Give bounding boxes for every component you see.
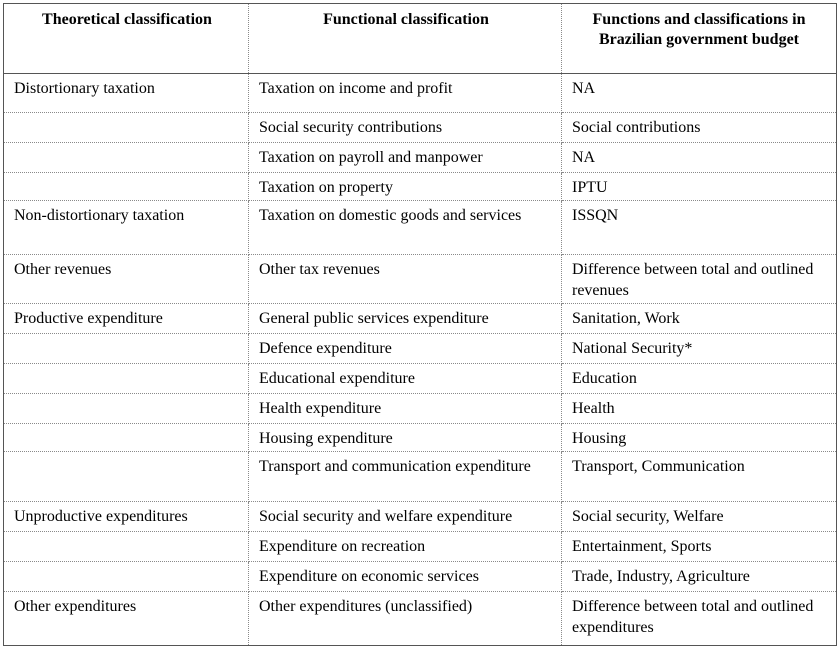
cell-functional: Other tax revenues — [249, 255, 562, 304]
cell-brazil: Transport, Communication — [562, 452, 837, 502]
cell-brazil: Social security, Welfare — [562, 502, 837, 532]
cell-functional: Defence expenditure — [249, 334, 562, 364]
table-row — [4, 143, 837, 173]
cell-brazil: NA — [562, 143, 837, 173]
cell-brazil: IPTU — [562, 173, 837, 201]
cell-theoretical — [4, 532, 249, 562]
table-row — [4, 394, 837, 424]
cell-functional: General public services expenditure — [249, 304, 562, 334]
cell-functional: Other expenditures (unclassified) — [249, 592, 562, 646]
cell-theoretical — [4, 364, 249, 394]
cell-theoretical — [4, 173, 249, 201]
cell-theoretical: Other revenues — [4, 255, 249, 304]
cell-theoretical: Unproductive expenditures — [4, 502, 249, 532]
cell-functional: Social security contributions — [249, 113, 562, 143]
table-row — [4, 201, 837, 255]
table-row — [4, 532, 837, 562]
cell-brazil: Social contributions — [562, 113, 837, 143]
table-body — [4, 74, 837, 646]
cell-brazil: Entertainment, Sports — [562, 532, 837, 562]
cell-functional: Taxation on domestic goods and services — [249, 201, 562, 255]
cell-brazil: Sanitation, Work — [562, 304, 837, 334]
table-row — [4, 424, 837, 452]
cell-brazil: NA — [562, 74, 837, 113]
cell-brazil: Health — [562, 394, 837, 424]
cell-functional: Health expenditure — [249, 394, 562, 424]
cell-functional: Transport and communication expenditure — [249, 452, 562, 502]
cell-theoretical — [4, 424, 249, 452]
cell-functional: Taxation on property — [249, 173, 562, 201]
cell-brazil: ISSQN — [562, 201, 837, 255]
table-row — [4, 173, 837, 201]
table-row — [4, 452, 837, 502]
cell-brazil: Difference between total and outlined expenditures — [562, 592, 837, 646]
cell-theoretical: Distortionary taxation — [4, 74, 249, 113]
cell-theoretical: Non-distortionary taxation — [4, 201, 249, 255]
cell-brazil: National Security* — [562, 334, 837, 364]
header-brazil-budget: Functions and classifications in Brazilian government budget — [562, 4, 837, 74]
cell-theoretical — [4, 334, 249, 364]
cell-functional: Expenditure on economic services — [249, 562, 562, 592]
cell-functional: Taxation on income and profit — [249, 74, 562, 113]
cell-functional: Social security and welfare expenditure — [249, 502, 562, 532]
header-row — [4, 4, 837, 74]
table-row — [4, 592, 837, 646]
cell-theoretical: Productive expenditure — [4, 304, 249, 334]
table-row — [4, 304, 837, 334]
cell-brazil: Housing — [562, 424, 837, 452]
cell-theoretical — [4, 452, 249, 502]
cell-functional: Housing expenditure — [249, 424, 562, 452]
cell-theoretical — [4, 394, 249, 424]
table-row — [4, 364, 837, 394]
cell-brazil: Difference between total and outlined revenues — [562, 255, 837, 304]
cell-theoretical — [4, 562, 249, 592]
table-row — [4, 502, 837, 532]
cell-brazil: Trade, Industry, Agriculture — [562, 562, 837, 592]
table-row — [4, 74, 837, 113]
table-row — [4, 562, 837, 592]
cell-theoretical — [4, 113, 249, 143]
classification-table — [3, 3, 837, 646]
header-functional: Functional classification — [249, 4, 562, 74]
cell-brazil: Education — [562, 364, 837, 394]
cell-theoretical: Other expenditures — [4, 592, 249, 646]
table-row — [4, 113, 837, 143]
cell-functional: Expenditure on recreation — [249, 532, 562, 562]
header-theoretical: Theoretical classification — [4, 4, 249, 74]
table-row — [4, 255, 837, 304]
cell-functional: Educational expenditure — [249, 364, 562, 394]
cell-theoretical — [4, 143, 249, 173]
cell-functional: Taxation on payroll and manpower — [249, 143, 562, 173]
table-row — [4, 334, 837, 364]
